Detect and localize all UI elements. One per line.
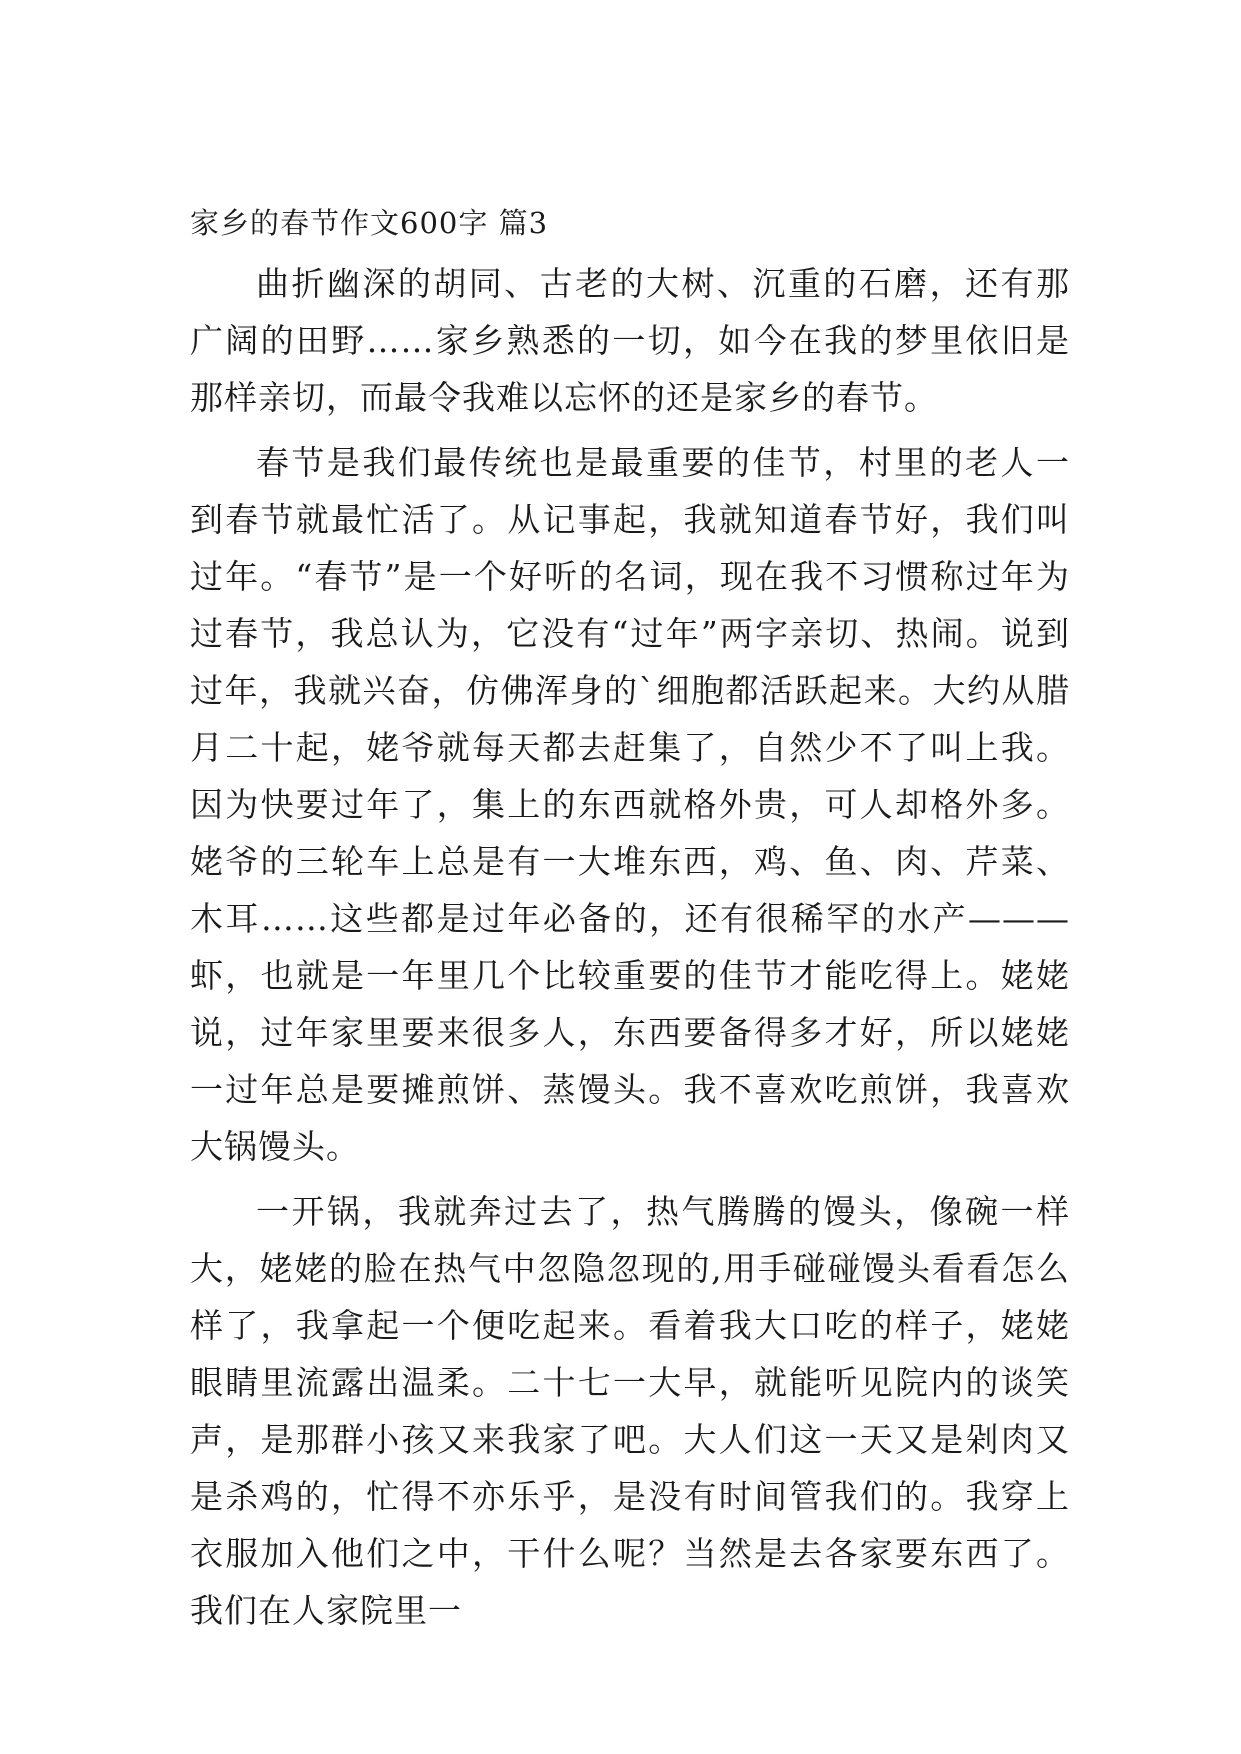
paragraph-3: 一开锅，我就奔过去了，热气腾腾的馒头，像碗一样大，姥姥的脸在热气中忽隐忽现的,用手碰碰馒头看看怎么样了，我拿起一个便吃起来。看着我大口吃的样子，姥姥眼睛里流露出温柔。二十七一大早，就能听见院内的谈笑声，是那群小孩又来我家了吧。大人们这一天又是剁肉又是杀鸡的，忙得不亦乐乎，是没有时间管我们的。我穿上衣服加入他们之中，干什么呢？当然是去各家要东西了。我们在人家院里一 <box>190 1192 1070 1630</box>
essay-title: 家乡的春节作文600字 篇3 <box>190 206 549 240</box>
essay-body <box>190 198 1070 1647</box>
paragraph-2: 春节是我们最传统也是最重要的佳节，村里的老人一到春节就最忙活了。从记事起，我就知道春节好，我们叫过年。“春节”是一个好听的名词，现在我不习惯称过年为过春节，我总认为，它没有“过年”两字亲切、热闹。说到过年，我就兴奋，仿佛浑身的`细胞都活跃起来。大约从腊月二十起，姥爷就每天都去赶集了，自然少不了叫上我。因为快要过年了，集上的东西就格外贵，可人却格外多。姥爷的三轮车上总是有一大堆东西，鸡、鱼、肉、芹菜、木耳……这些都是过年必备的，还有很稀罕的水产———虾，也就是一年里几个比较重要的佳节才能吃得上。姥姥说，过年家里要来很多人，东西要备得多才好，所以姥姥一过年总是要摊煎饼、蒸馒头。我不喜欢吃煎饼，我喜欢大锅馒头。 <box>190 443 1070 1166</box>
paragraph-1: 曲折幽深的胡同、古老的大树、沉重的石磨，还有那广阔的田野……家乡熟悉的一切，如今在我的梦里依旧是那样亲切，而最令我难以忘怀的还是家乡的春节。 <box>190 264 1070 417</box>
